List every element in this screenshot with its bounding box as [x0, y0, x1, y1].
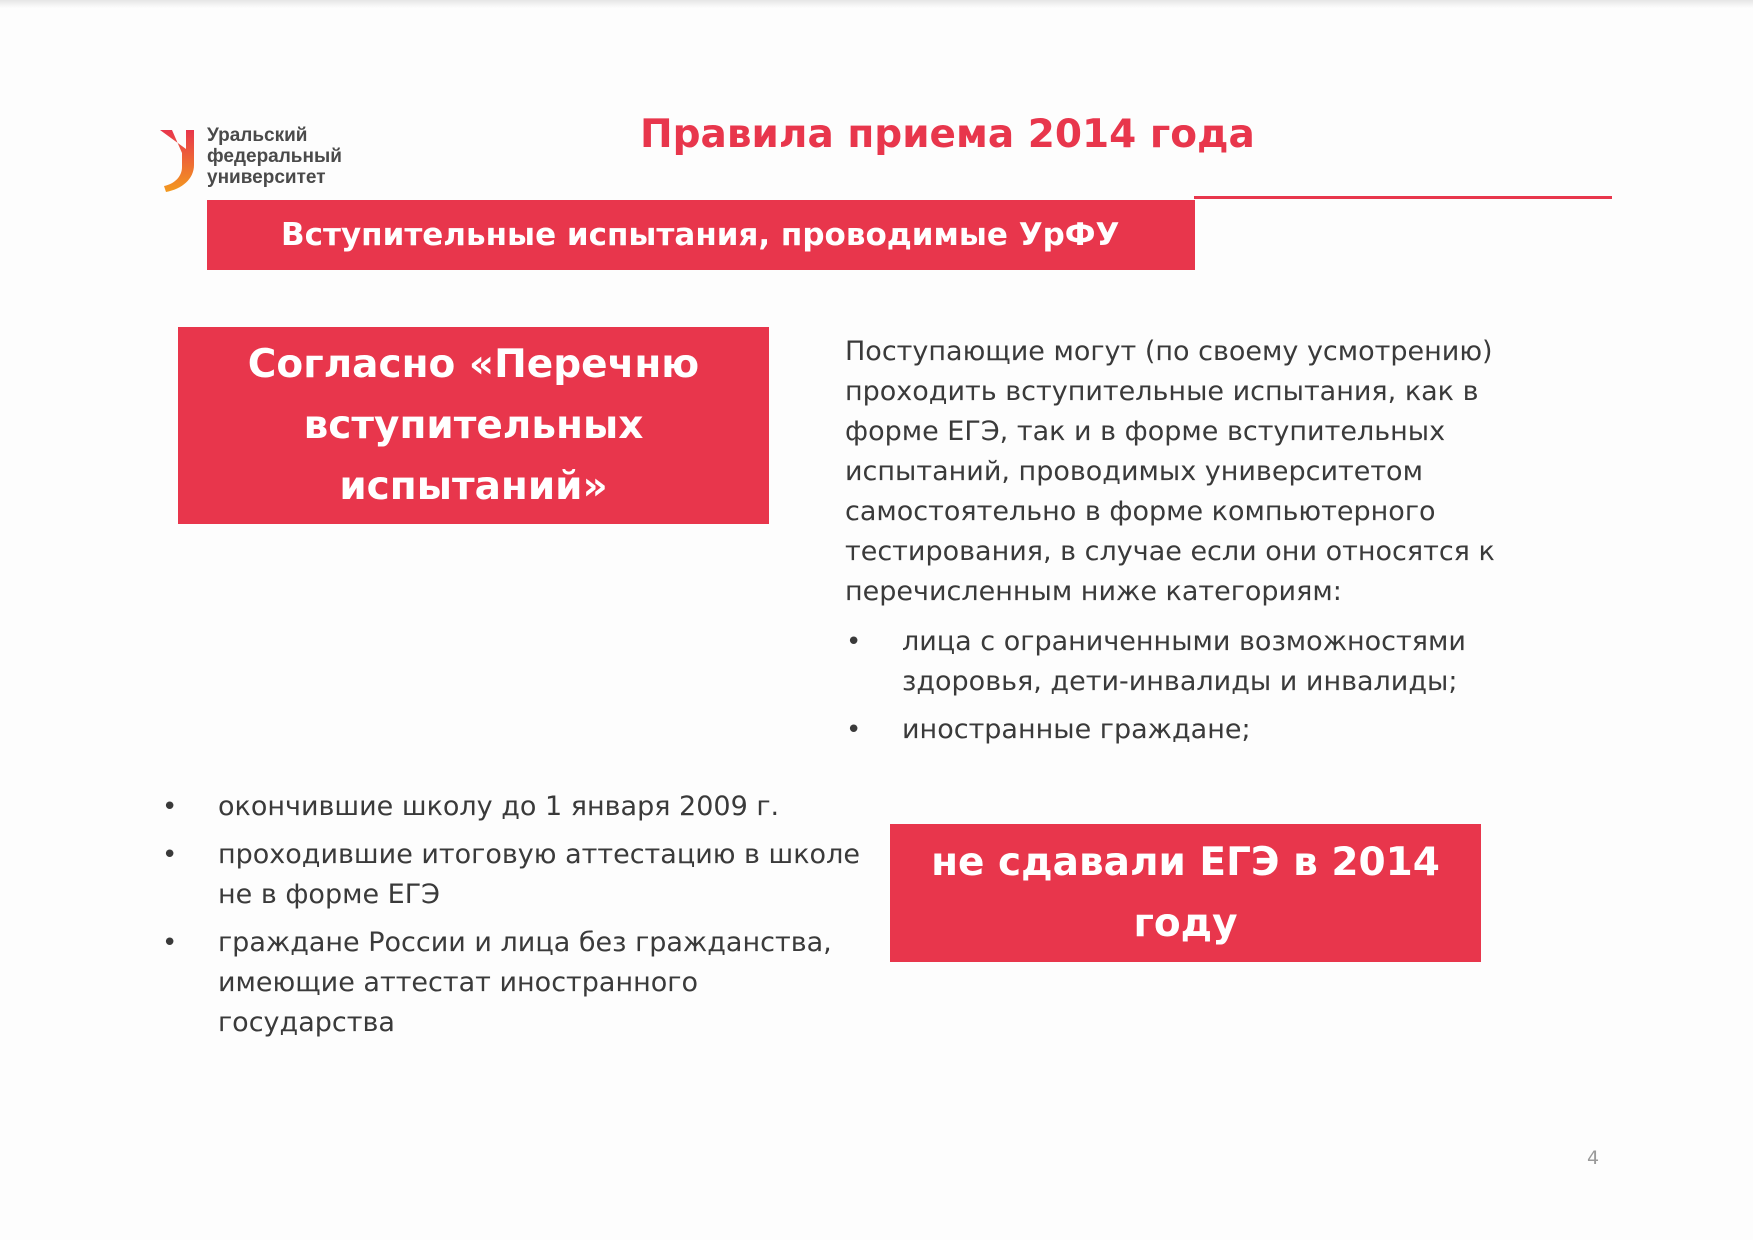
no-exam-line-1: не сдавали ЕГЭ в 2014	[931, 840, 1440, 885]
list-reference-box	[178, 327, 769, 524]
subtitle-banner: Вступительные испытания, проводимые УрФУ	[207, 200, 1195, 270]
list-item: • граждане России и лица без гражданства, имеющие аттестат иностранного государства	[162, 923, 862, 1043]
list-item: • проходившие итоговую аттестацию в школе не в форме ЕГЭ	[162, 835, 862, 915]
no-exam-line-2: году	[1133, 901, 1238, 946]
intro-paragraph: Поступающие могут (по своему усмотрению) проходить вступительные испытания, как в форме ЕГЭ, так и в форме вступительных испытаний, проводимых университетом самостоятельно в форме компьютерного тестирования, в случае если они относятся к перечисленным ниже категориям:	[845, 336, 1495, 607]
list-item: • лица с ограниченными возможностями здоровья, дети-инвалиды и инвалиды;	[846, 622, 1526, 702]
list-item: • окончившие школу до 1 января 2009 г.	[162, 787, 862, 827]
logo-line-1: Уральский	[207, 125, 308, 146]
urfu-logo-icon	[158, 127, 206, 193]
conditions-list	[162, 787, 862, 1051]
university-logo	[158, 125, 368, 195]
logo-line-3: университет	[207, 167, 326, 188]
list-reference-line-3: испытаний»	[339, 464, 608, 509]
list-reference-line-1: Согласно «Перечню	[247, 342, 700, 387]
page-title: Правила приема 2014 года	[640, 112, 1255, 157]
list-reference-line-2: вступительных	[303, 403, 644, 448]
title-rule	[1194, 196, 1612, 199]
no-exam-box	[890, 824, 1481, 962]
logo-text	[207, 125, 342, 188]
logo-line-2: федеральный	[207, 146, 342, 167]
categories-list	[846, 622, 1526, 758]
scan-edge	[0, 0, 1753, 8]
list-item: • иностранные граждане;	[846, 710, 1526, 750]
page-number: 4	[1587, 1147, 1600, 1169]
